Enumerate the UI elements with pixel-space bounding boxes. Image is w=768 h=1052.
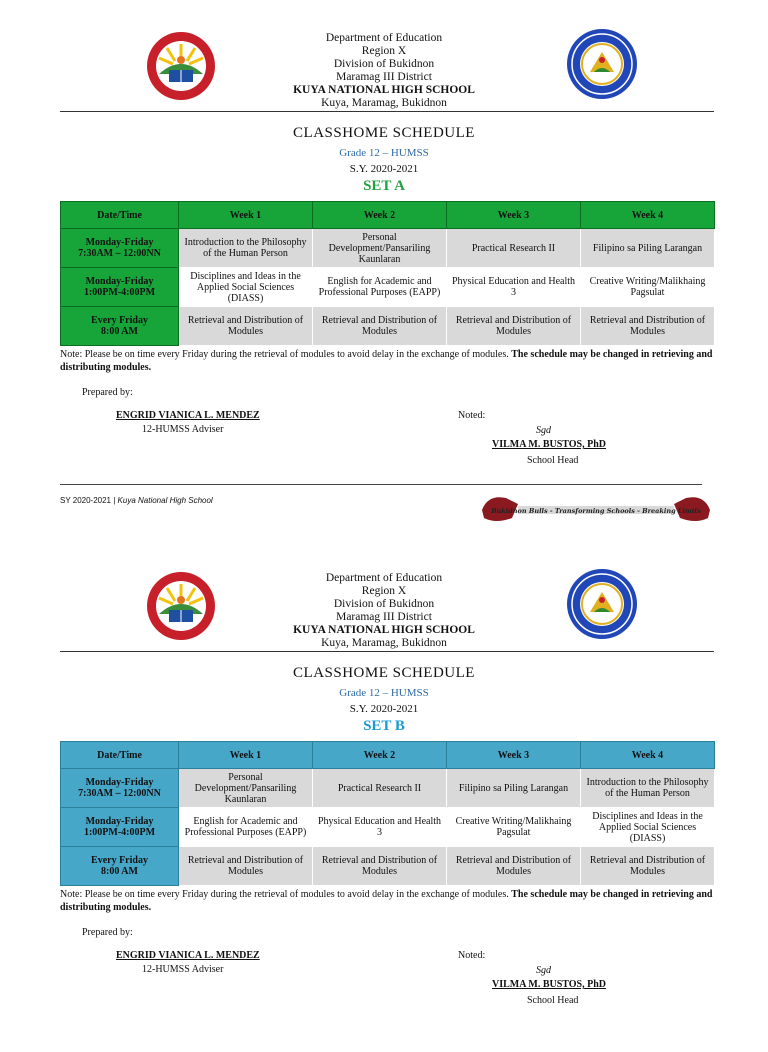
subject-cell: Physical Education and Health 3 bbox=[447, 268, 581, 307]
adviser-title: 12-HUMSS Adviser bbox=[142, 424, 224, 435]
school-head-title: School Head bbox=[527, 455, 579, 466]
schedule-title: CLASSHOME SCHEDULE bbox=[293, 125, 475, 141]
noted-label: Noted: bbox=[458, 410, 486, 421]
signed-mark: Sgd bbox=[536, 425, 551, 436]
subject-cell: Introduction to the Philosophy of the Human Person bbox=[581, 769, 715, 808]
header-line: Department of Education bbox=[325, 572, 443, 584]
deped-bukidnon-seal-icon bbox=[145, 570, 217, 642]
footer-text: SY 2020-2021 | Kuya National High School bbox=[60, 496, 213, 505]
adviser-title: 12-HUMSS Adviser bbox=[142, 964, 224, 975]
kuya-nhs-seal-icon bbox=[566, 28, 638, 100]
column-header: Week 2 bbox=[313, 202, 447, 229]
subject-cell: Retrieval and Distribution of Modules bbox=[447, 847, 581, 886]
schedule-table bbox=[60, 201, 715, 346]
adviser-name: ENGRID VIANICA L. MENDEZ bbox=[116, 410, 260, 421]
time-slot: Monday-Friday 1:00PM-4:00PM bbox=[61, 268, 179, 307]
subject-cell: Creative Writing/Malikhaing Pagsulat bbox=[581, 268, 715, 307]
school-header bbox=[214, 32, 554, 110]
schedule-note: Note: Please be on time every Friday during the retrieval of modules to avoid delay in the exchange of modules. The schedule may be changed in retrieving and distributing modules. bbox=[60, 349, 713, 373]
column-header: Date/Time bbox=[61, 742, 179, 769]
set-label: SET A bbox=[363, 178, 405, 194]
column-header: Week 3 bbox=[447, 742, 581, 769]
subject-cell: Retrieval and Distribution of Modules bbox=[581, 307, 715, 346]
subject-cell: Retrieval and Distribution of Modules bbox=[581, 847, 715, 886]
time-slot: Monday-Friday 1:00PM-4:00PM bbox=[61, 808, 179, 847]
subject-cell: Physical Education and Health 3 bbox=[313, 808, 447, 847]
subject-cell: English for Academic and Professional Purposes (EAPP) bbox=[179, 808, 313, 847]
column-header: Date/Time bbox=[61, 202, 179, 229]
subject-cell: Retrieval and Distribution of Modules bbox=[179, 847, 313, 886]
subject-cell: Practical Research II bbox=[313, 769, 447, 808]
banner-slogan: Bukidnon Bulls - Transforming Schools - Breaking Limits bbox=[491, 507, 701, 515]
table-row bbox=[61, 847, 715, 886]
header-line: Region X bbox=[361, 585, 407, 597]
schedule-note: Note: Please be on time every Friday during the retrieval of modules to avoid delay in the exchange of modules. The schedule may be changed in retrieving and distributing modules. bbox=[60, 889, 713, 913]
column-header: Week 3 bbox=[447, 202, 581, 229]
signed-mark: Sgd bbox=[536, 965, 551, 976]
school-head-name: VILMA M. BUSTOS, PhD bbox=[492, 439, 607, 450]
school-name: KUYA NATIONAL HIGH SCHOOL bbox=[293, 84, 475, 96]
adviser-name: ENGRID VIANICA L. MENDEZ bbox=[116, 950, 260, 961]
deped-bukidnon-seal-icon bbox=[145, 30, 217, 102]
table-row bbox=[61, 808, 715, 847]
noted-label: Noted: bbox=[458, 950, 486, 961]
grade-section: Grade 12 – HUMSS bbox=[339, 147, 429, 159]
bukidnon-bulls-banner-icon bbox=[478, 488, 714, 528]
header-line: Region X bbox=[361, 45, 407, 57]
school-year: S.Y. 2020-2021 bbox=[349, 703, 419, 715]
header-line: Department of Education bbox=[325, 32, 443, 44]
table-row bbox=[61, 307, 715, 346]
page-set-b bbox=[0, 540, 768, 1052]
time-slot: Every Friday 8:00 AM bbox=[61, 307, 179, 346]
kuya-nhs-seal-icon bbox=[566, 568, 638, 640]
set-label: SET B bbox=[363, 718, 405, 734]
table-row bbox=[61, 268, 715, 307]
school-head-title: School Head bbox=[527, 995, 579, 1006]
footer-divider bbox=[60, 484, 702, 485]
time-slot: Monday-Friday 7:30AM – 12:00NN bbox=[61, 769, 179, 808]
table-row bbox=[61, 769, 715, 808]
table-row bbox=[61, 229, 715, 268]
header-divider bbox=[60, 111, 714, 112]
prepared-by-label: Prepared by: bbox=[82, 387, 133, 398]
subject-cell: Retrieval and Distribution of Modules bbox=[313, 847, 447, 886]
prepared-by-label: Prepared by: bbox=[82, 927, 133, 938]
header-line: Maramag III District bbox=[336, 71, 432, 83]
header-line: Division of Bukidnon bbox=[333, 58, 435, 70]
column-header: Week 4 bbox=[581, 202, 715, 229]
header-line: Division of Bukidnon bbox=[333, 598, 435, 610]
column-header: Week 1 bbox=[179, 742, 313, 769]
subject-cell: English for Academic and Professional Purposes (EAPP) bbox=[313, 268, 447, 307]
header-line: Maramag III District bbox=[336, 611, 432, 623]
subject-cell: Retrieval and Distribution of Modules bbox=[447, 307, 581, 346]
subject-cell: Personal Development/Pansariling Kaunlaran bbox=[179, 769, 313, 808]
subject-cell: Disciplines and Ideas in the Applied Social Sciences (DIASS) bbox=[179, 268, 313, 307]
column-header: Week 2 bbox=[313, 742, 447, 769]
header-divider bbox=[60, 651, 714, 652]
school-year: S.Y. 2020-2021 bbox=[349, 163, 419, 175]
time-slot: Every Friday 8:00 AM bbox=[61, 847, 179, 886]
column-header: Week 1 bbox=[179, 202, 313, 229]
subject-cell: Retrieval and Distribution of Modules bbox=[313, 307, 447, 346]
subject-cell: Filipino sa Piling Larangan bbox=[581, 229, 715, 268]
page-set-a bbox=[0, 0, 768, 515]
column-header: Week 4 bbox=[581, 742, 715, 769]
subject-cell: Practical Research II bbox=[447, 229, 581, 268]
schedule-table bbox=[60, 741, 715, 886]
subject-cell: Introduction to the Philosophy of the Human Person bbox=[179, 229, 313, 268]
school-address: Kuya, Maramag, Bukidnon bbox=[321, 637, 447, 649]
subject-cell: Creative Writing/Malikhaing Pagsulat bbox=[447, 808, 581, 847]
subject-cell: Retrieval and Distribution of Modules bbox=[179, 307, 313, 346]
school-head-name: VILMA M. BUSTOS, PhD bbox=[492, 979, 607, 990]
school-address: Kuya, Maramag, Bukidnon bbox=[321, 97, 447, 109]
subject-cell: Personal Development/Pansariling Kaunlaran bbox=[313, 229, 447, 268]
subject-cell: Disciplines and Ideas in the Applied Social Sciences (DIASS) bbox=[581, 808, 715, 847]
time-slot: Monday-Friday 7:30AM – 12:00NN bbox=[61, 229, 179, 268]
schedule-title: CLASSHOME SCHEDULE bbox=[293, 665, 475, 681]
school-name: KUYA NATIONAL HIGH SCHOOL bbox=[293, 624, 475, 636]
grade-section: Grade 12 – HUMSS bbox=[339, 687, 429, 699]
subject-cell: Filipino sa Piling Larangan bbox=[447, 769, 581, 808]
school-header bbox=[214, 572, 554, 650]
